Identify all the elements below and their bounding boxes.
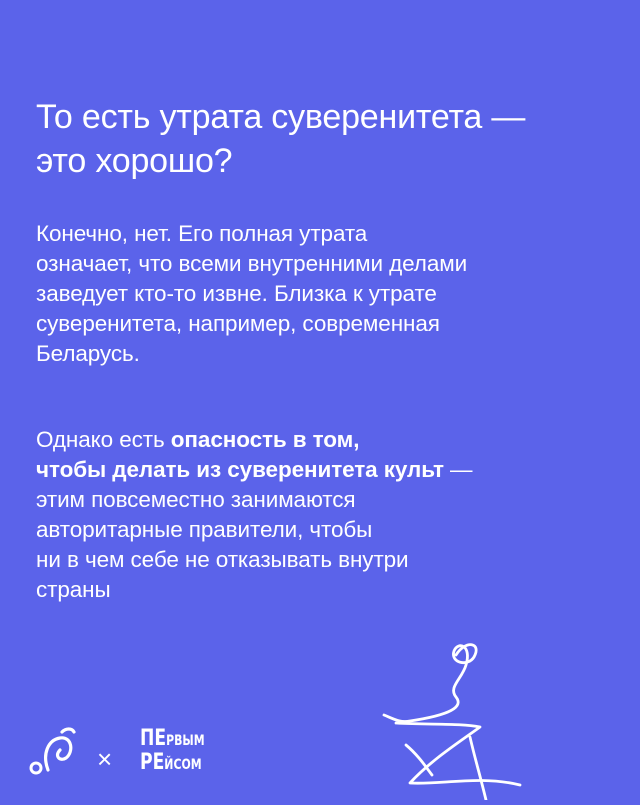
brand-text-small: РВЫМ — [166, 733, 205, 749]
brand-text-small: ЙСОМ — [164, 757, 202, 773]
paragraph-line — [36, 425, 616, 455]
paragraph-text: — — [443, 457, 473, 482]
paragraph-line: Конечно, нет. Его полная утрата — [36, 221, 368, 246]
emphasis-text: опасность в том, — [170, 427, 360, 452]
brand-line — [140, 728, 215, 752]
paragraph-line: ни в чем себе не отказывать внутри — [36, 547, 409, 572]
paragraph-text: Однако есть — [36, 427, 171, 452]
brand-line — [140, 752, 215, 776]
paragraph-line: авторитарные правители, чтобы — [36, 517, 373, 542]
collaboration-separator: × — [97, 744, 113, 774]
paragraph-line: заведует кто-то извне. Близка к утрате — [36, 281, 437, 306]
paragraph-line — [36, 455, 616, 485]
pervym-reysom-logo — [140, 728, 236, 776]
paragraph-answer — [36, 219, 616, 369]
paragraph-line: этим повсеместно занимаются — [36, 487, 356, 512]
brand-text: РЕ — [140, 750, 165, 775]
swirl-logo-icon — [26, 724, 82, 785]
paragraph-line: страны — [36, 577, 111, 602]
slide-title — [36, 95, 616, 183]
brand-text: ПЕ — [140, 726, 167, 751]
handwritten-scribble-icon — [370, 635, 610, 805]
title-line: То есть утрата суверенитета — — [36, 98, 526, 136]
emphasis-text: чтобы делать из суверенитета культ — [36, 457, 444, 482]
paragraph-line: суверенитета, например, современная — [36, 311, 440, 336]
title-line: это хорошо? — [36, 142, 233, 180]
paragraph-line: означает, что всеми внутренними делами — [36, 251, 468, 276]
paragraph-line: Беларусь. — [36, 341, 140, 366]
paragraph-danger — [36, 425, 616, 605]
